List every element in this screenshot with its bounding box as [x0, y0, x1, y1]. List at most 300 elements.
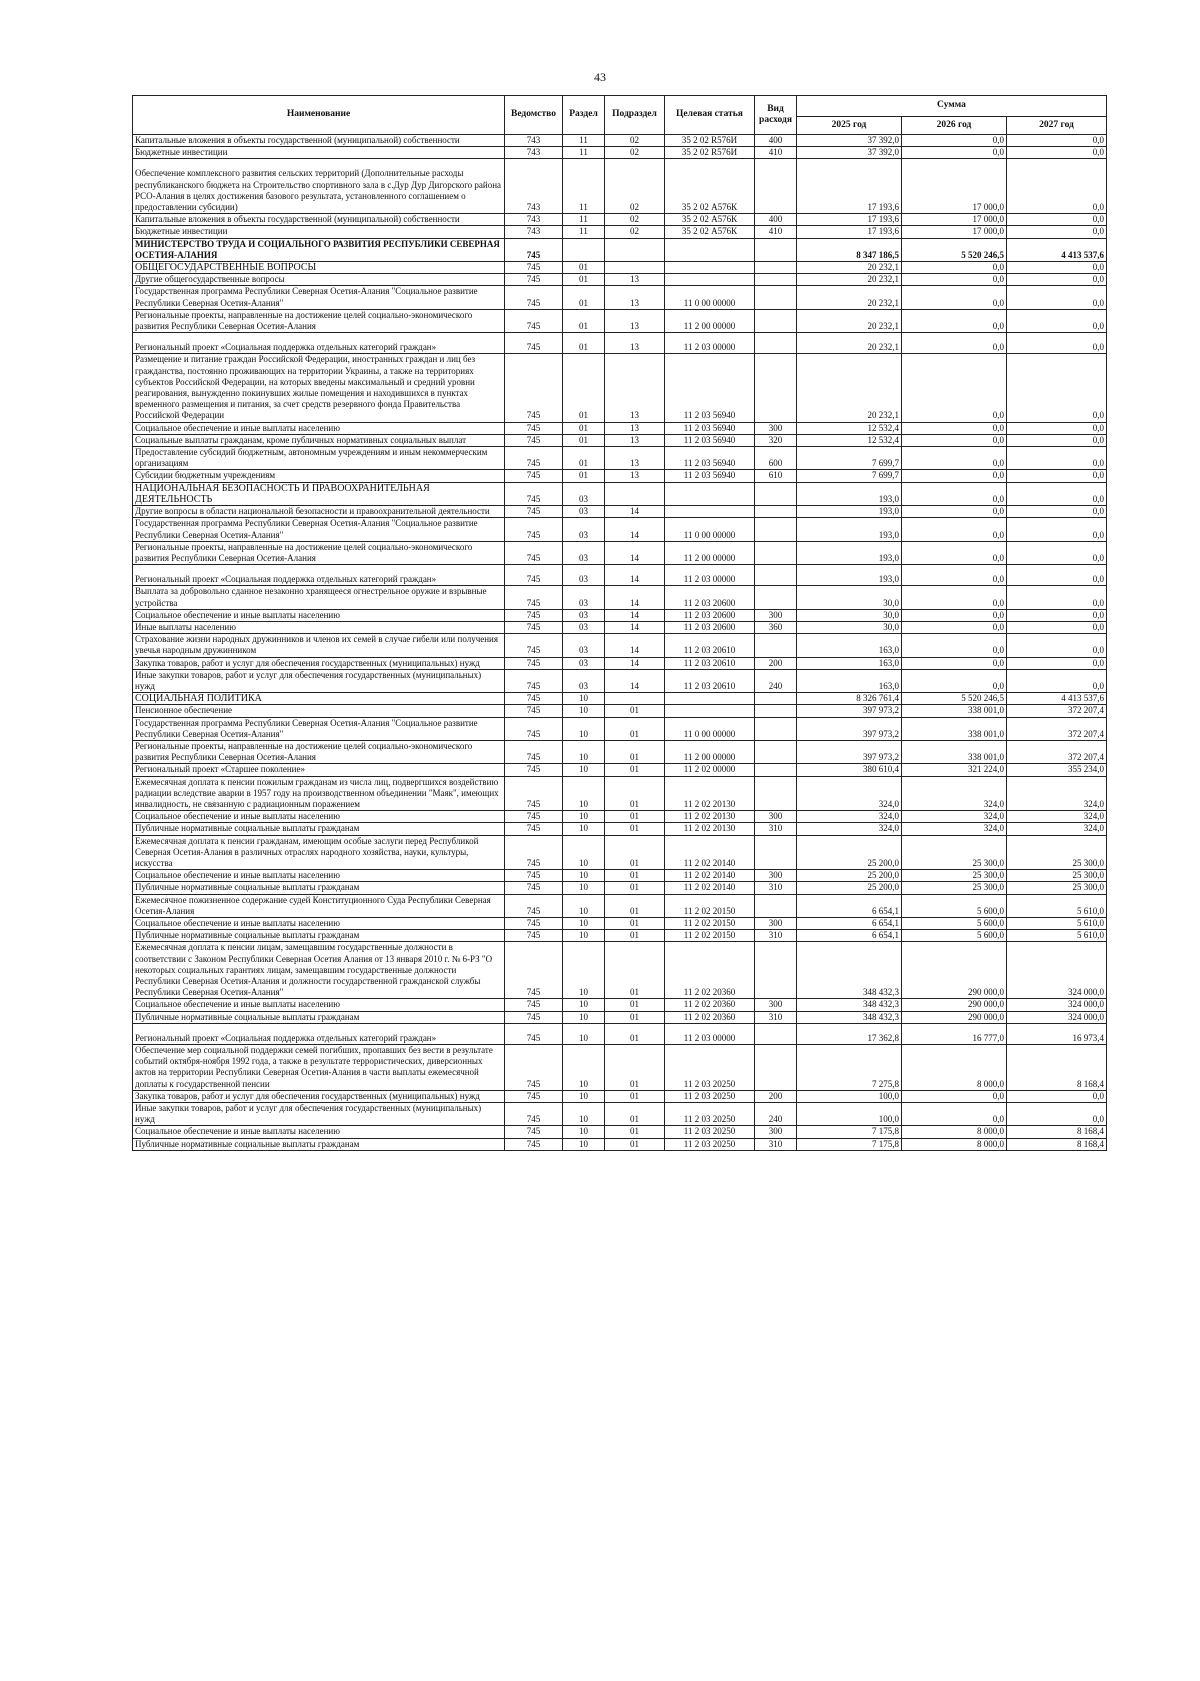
cell-podrazdel: 14: [605, 541, 665, 564]
cell-razdel: 01: [563, 354, 605, 422]
cell-vedomstvo: 745: [505, 1126, 563, 1138]
cell-podrazdel: 13: [605, 447, 665, 470]
cell-name: Закупка товаров, работ и услуг для обеспечения государственных (муниципальных) нужд: [133, 1090, 505, 1102]
cell-name: Региональный проект «Социальная поддержка отдельных категорий граждан»: [133, 333, 505, 354]
cell-razdel: 03: [563, 586, 605, 609]
cell-celevaya-statya: [665, 482, 755, 505]
table-row: [133, 669, 1107, 692]
cell-sum-2025: 163,0: [797, 657, 902, 669]
cell-vid-rashodov: [755, 274, 797, 286]
cell-razdel: 10: [563, 1090, 605, 1102]
cell-vedomstvo: 745: [505, 434, 563, 446]
cell-celevaya-statya: 11 2 00 00000: [665, 309, 755, 332]
header-summa: Сумма: [797, 96, 1107, 117]
cell-vedomstvo: 743: [505, 214, 563, 226]
header-podrazdel: Подраздел: [605, 96, 665, 135]
cell-vid-rashodov: 240: [755, 669, 797, 692]
cell-vedomstvo: 745: [505, 238, 563, 261]
cell-razdel: 03: [563, 565, 605, 586]
cell-podrazdel: 01: [605, 894, 665, 917]
cell-razdel: 01: [563, 447, 605, 470]
cell-vid-rashodov: 400: [755, 214, 797, 226]
cell-razdel: 10: [563, 740, 605, 763]
cell-vid-rashodov: [755, 1045, 797, 1091]
cell-sum-2027: 324,0: [1007, 776, 1107, 811]
cell-sum-2026: 0,0: [902, 669, 1007, 692]
cell-vid-rashodov: 310: [755, 823, 797, 835]
cell-vedomstvo: 745: [505, 422, 563, 434]
cell-sum-2025: 17 193,6: [797, 226, 902, 238]
cell-vedomstvo: 745: [505, 918, 563, 930]
cell-razdel: 01: [563, 274, 605, 286]
cell-razdel: 10: [563, 1126, 605, 1138]
cell-razdel: 10: [563, 823, 605, 835]
cell-sum-2027: 0,0: [1007, 309, 1107, 332]
cell-sum-2025: 25 200,0: [797, 882, 902, 894]
cell-vid-rashodov: [755, 159, 797, 214]
table-row: [133, 1090, 1107, 1102]
table-row: [133, 764, 1107, 776]
cell-name: Ежемесячное пожизненное содержание судей Конституционного Суда Республики Северная Осетия-Алания: [133, 894, 505, 917]
cell-vedomstvo: 745: [505, 835, 563, 870]
cell-sum-2027: 0,0: [1007, 1090, 1107, 1102]
table-row: [133, 482, 1107, 505]
cell-name: Социальное обеспечение и иные выплаты населению: [133, 609, 505, 621]
table-row: [133, 333, 1107, 354]
cell-sum-2027: 372 207,4: [1007, 740, 1107, 763]
cell-name: Обеспечение комплексного развития сельских территорий (Дополнительные расходы республиканского бюджета на Строительство спортивного зала в с.Дур Дур Дигорского района РСО-Алания в целях достижения базового результата, установленного соглашением о предоставлении субсидии): [133, 159, 505, 214]
cell-vid-rashodov: 310: [755, 1011, 797, 1023]
cell-vedomstvo: 745: [505, 776, 563, 811]
cell-razdel: 10: [563, 1103, 605, 1126]
cell-sum-2025: 8 326 761,4: [797, 693, 902, 705]
cell-name: Бюджетные инвестиции: [133, 226, 505, 238]
cell-sum-2025: 17 193,6: [797, 159, 902, 214]
cell-name: Государственная программа Республики Северная Осетия-Алания "Социальное развитие Республики Северная Осетия-Алания": [133, 717, 505, 740]
cell-sum-2025: 397 973,2: [797, 740, 902, 763]
cell-sum-2027: 0,0: [1007, 669, 1107, 692]
table-row: [133, 565, 1107, 586]
cell-razdel: 03: [563, 506, 605, 518]
cell-sum-2025: 30,0: [797, 586, 902, 609]
cell-celevaya-statya: 35 2 02 А576К: [665, 159, 755, 214]
cell-name: Субсидии бюджетным учреждениям: [133, 470, 505, 482]
cell-sum-2026: 324,0: [902, 811, 1007, 823]
cell-sum-2027: 0,0: [1007, 609, 1107, 621]
cell-sum-2026: 0,0: [902, 333, 1007, 354]
cell-sum-2025: 37 392,0: [797, 135, 902, 147]
cell-vedomstvo: 745: [505, 894, 563, 917]
table-row: [133, 693, 1107, 705]
cell-celevaya-statya: 11 0 00 00000: [665, 717, 755, 740]
cell-sum-2025: 17 193,6: [797, 214, 902, 226]
cell-celevaya-statya: 11 2 03 56940: [665, 354, 755, 422]
cell-name: Социальное обеспечение и иные выплаты населению: [133, 1126, 505, 1138]
cell-sum-2027: 25 300,0: [1007, 835, 1107, 870]
cell-sum-2027: 0,0: [1007, 286, 1107, 309]
cell-razdel: 11: [563, 226, 605, 238]
cell-sum-2025: 324,0: [797, 776, 902, 811]
cell-vid-rashodov: 410: [755, 147, 797, 159]
cell-vedomstvo: 745: [505, 506, 563, 518]
cell-podrazdel: 14: [605, 506, 665, 518]
table-row: [133, 135, 1107, 147]
cell-vedomstvo: 745: [505, 717, 563, 740]
cell-razdel: 10: [563, 693, 605, 705]
cell-sum-2027: 0,0: [1007, 565, 1107, 586]
table-row: [133, 776, 1107, 811]
cell-vedomstvo: 745: [505, 669, 563, 692]
cell-sum-2027: 0,0: [1007, 1103, 1107, 1126]
cell-vedomstvo: 745: [505, 447, 563, 470]
header-celevaya-statya: Целевая статья: [665, 96, 755, 135]
cell-sum-2025: 12 532,4: [797, 434, 902, 446]
cell-sum-2027: 5 610,0: [1007, 930, 1107, 942]
cell-name: Региональные проекты, направленные на достижение целей социально-экономического развития Республики Северная Осетия-Алания: [133, 309, 505, 332]
cell-sum-2027: 324 000,0: [1007, 942, 1107, 999]
cell-podrazdel: 02: [605, 147, 665, 159]
cell-vedomstvo: 745: [505, 621, 563, 633]
cell-sum-2025: 8 347 186,5: [797, 238, 902, 261]
cell-vid-rashodov: 310: [755, 882, 797, 894]
cell-podrazdel: 02: [605, 135, 665, 147]
cell-vedomstvo: 745: [505, 354, 563, 422]
cell-name: Закупка товаров, работ и услуг для обеспечения государственных (муниципальных) нужд: [133, 657, 505, 669]
cell-celevaya-statya: 11 2 02 20360: [665, 1011, 755, 1023]
cell-sum-2027: 25 300,0: [1007, 870, 1107, 882]
cell-razdel: 10: [563, 835, 605, 870]
cell-sum-2027: 4 413 537,6: [1007, 238, 1107, 261]
cell-podrazdel: 14: [605, 609, 665, 621]
cell-podrazdel: 01: [605, 930, 665, 942]
table-row: [133, 238, 1107, 261]
cell-name: Региональный проект «Социальная поддержка отдельных категорий граждан»: [133, 565, 505, 586]
header-razdel: Раздел: [563, 96, 605, 135]
cell-sum-2027: 0,0: [1007, 657, 1107, 669]
cell-razdel: 03: [563, 634, 605, 657]
cell-sum-2027: 16 973,4: [1007, 1023, 1107, 1044]
cell-podrazdel: 01: [605, 882, 665, 894]
cell-sum-2025: 193,0: [797, 518, 902, 541]
cell-vid-rashodov: [755, 717, 797, 740]
cell-celevaya-statya: 11 2 03 20250: [665, 1045, 755, 1091]
table-row: [133, 811, 1107, 823]
cell-sum-2025: 380 610,4: [797, 764, 902, 776]
cell-vedomstvo: 745: [505, 705, 563, 717]
cell-podrazdel: 01: [605, 918, 665, 930]
cell-sum-2027: 0,0: [1007, 506, 1107, 518]
cell-celevaya-statya: 11 2 02 20150: [665, 894, 755, 917]
cell-razdel: 01: [563, 333, 605, 354]
cell-sum-2027: 0,0: [1007, 147, 1107, 159]
cell-name: Региональный проект «Старшее поколение»: [133, 764, 505, 776]
cell-vedomstvo: 745: [505, 262, 563, 274]
cell-sum-2026: 0,0: [902, 1090, 1007, 1102]
cell-vid-rashodov: [755, 309, 797, 332]
cell-razdel: 11: [563, 147, 605, 159]
cell-vid-rashodov: [755, 894, 797, 917]
cell-vid-rashodov: 300: [755, 870, 797, 882]
cell-sum-2027: 0,0: [1007, 447, 1107, 470]
header-row-1: [133, 96, 1107, 117]
cell-sum-2026: 0,0: [902, 1103, 1007, 1126]
cell-sum-2027: 8 168,4: [1007, 1126, 1107, 1138]
table-row: [133, 942, 1107, 999]
cell-vid-rashodov: 300: [755, 811, 797, 823]
cell-sum-2025: 20 232,1: [797, 354, 902, 422]
cell-name: Бюджетные инвестиции: [133, 147, 505, 159]
cell-vedomstvo: 745: [505, 482, 563, 505]
cell-sum-2027: 5 610,0: [1007, 894, 1107, 917]
cell-razdel: 10: [563, 1023, 605, 1044]
cell-sum-2027: 0,0: [1007, 262, 1107, 274]
cell-sum-2027: 0,0: [1007, 482, 1107, 505]
cell-podrazdel: 01: [605, 1103, 665, 1126]
cell-sum-2025: 348 432,3: [797, 1011, 902, 1023]
cell-celevaya-statya: 11 2 03 20250: [665, 1126, 755, 1138]
cell-vedomstvo: 745: [505, 286, 563, 309]
cell-podrazdel: 01: [605, 764, 665, 776]
cell-podrazdel: 01: [605, 705, 665, 717]
cell-celevaya-statya: 11 2 03 20610: [665, 669, 755, 692]
cell-sum-2025: 20 232,1: [797, 309, 902, 332]
cell-sum-2025: 20 232,1: [797, 333, 902, 354]
cell-vid-rashodov: [755, 506, 797, 518]
cell-podrazdel: 13: [605, 422, 665, 434]
cell-sum-2026: 5 600,0: [902, 918, 1007, 930]
cell-vid-rashodov: [755, 764, 797, 776]
cell-vid-rashodov: [755, 634, 797, 657]
cell-sum-2026: 0,0: [902, 518, 1007, 541]
page-number: 43: [594, 70, 606, 84]
cell-sum-2027: 0,0: [1007, 434, 1107, 446]
cell-sum-2025: 7 175,8: [797, 1138, 902, 1150]
cell-sum-2027: 372 207,4: [1007, 717, 1107, 740]
cell-sum-2027: 0,0: [1007, 634, 1107, 657]
table-row: [133, 226, 1107, 238]
table-row: [133, 1011, 1107, 1023]
cell-podrazdel: 01: [605, 835, 665, 870]
cell-vedomstvo: 743: [505, 147, 563, 159]
cell-vedomstvo: 745: [505, 1103, 563, 1126]
cell-name: Публичные нормативные социальные выплаты гражданам: [133, 1138, 505, 1150]
cell-sum-2027: 25 300,0: [1007, 882, 1107, 894]
cell-razdel: 10: [563, 1138, 605, 1150]
cell-vid-rashodov: [755, 740, 797, 763]
header-year-2026: 2026 год: [902, 117, 1007, 135]
cell-razdel: 03: [563, 518, 605, 541]
cell-name: Ежемесячная доплата к пенсии пожилым гражданам из числа лиц, подвергшихся воздействию радиации вследствие аварии в 1957 году на производственном объединении "Маяк", имеющих инвалидность, не связанную с радиационным поражением: [133, 776, 505, 811]
budget-table-body: [133, 135, 1107, 1151]
table-row: [133, 1023, 1107, 1044]
cell-sum-2027: 0,0: [1007, 541, 1107, 564]
cell-razdel: 11: [563, 135, 605, 147]
cell-sum-2027: 0,0: [1007, 333, 1107, 354]
cell-vid-rashodov: 310: [755, 1138, 797, 1150]
cell-vid-rashodov: 240: [755, 1103, 797, 1126]
cell-sum-2025: 20 232,1: [797, 262, 902, 274]
cell-razdel: [563, 238, 605, 261]
cell-sum-2027: 0,0: [1007, 159, 1107, 214]
cell-vedomstvo: 743: [505, 226, 563, 238]
cell-sum-2025: 193,0: [797, 541, 902, 564]
cell-sum-2025: 348 432,3: [797, 999, 902, 1011]
cell-podrazdel: 01: [605, 717, 665, 740]
cell-sum-2025: 348 432,3: [797, 942, 902, 999]
cell-razdel: 10: [563, 942, 605, 999]
table-row: [133, 882, 1107, 894]
cell-podrazdel: 14: [605, 657, 665, 669]
cell-name: Социальные выплаты гражданам, кроме публичных нормативных социальных выплат: [133, 434, 505, 446]
cell-podrazdel: [605, 693, 665, 705]
cell-vid-rashodov: [755, 518, 797, 541]
cell-podrazdel: 14: [605, 669, 665, 692]
cell-sum-2026: 321 224,0: [902, 764, 1007, 776]
table-row: [133, 1045, 1107, 1091]
cell-razdel: 10: [563, 882, 605, 894]
table-row: [133, 870, 1107, 882]
cell-celevaya-statya: 11 2 03 20610: [665, 634, 755, 657]
cell-vedomstvo: 745: [505, 693, 563, 705]
cell-podrazdel: 01: [605, 740, 665, 763]
cell-celevaya-statya: [665, 274, 755, 286]
cell-celevaya-statya: 11 2 03 00000: [665, 1023, 755, 1044]
cell-vid-rashodov: [755, 586, 797, 609]
cell-razdel: 03: [563, 621, 605, 633]
header-vedomstvo: Ведомство: [505, 96, 563, 135]
cell-podrazdel: [605, 238, 665, 261]
cell-sum-2027: 324,0: [1007, 811, 1107, 823]
cell-razdel: 10: [563, 999, 605, 1011]
cell-sum-2026: 0,0: [902, 657, 1007, 669]
cell-name: Социальное обеспечение и иные выплаты населению: [133, 918, 505, 930]
cell-name: Социальное обеспечение и иные выплаты населению: [133, 870, 505, 882]
cell-sum-2027: 0,0: [1007, 518, 1107, 541]
cell-razdel: 11: [563, 214, 605, 226]
cell-vid-rashodov: 610: [755, 470, 797, 482]
cell-razdel: 01: [563, 309, 605, 332]
table-row: [133, 835, 1107, 870]
table-row: [133, 705, 1107, 717]
cell-vid-rashodov: [755, 286, 797, 309]
cell-sum-2026: 0,0: [902, 586, 1007, 609]
cell-name: Выплата за добровольно сданное незаконно хранящееся огнестрельное оружие и взрывные устройства: [133, 586, 505, 609]
cell-sum-2026: 324,0: [902, 776, 1007, 811]
cell-vid-rashodov: 410: [755, 226, 797, 238]
cell-sum-2026: 17 000,0: [902, 159, 1007, 214]
cell-vedomstvo: 743: [505, 159, 563, 214]
cell-sum-2027: 4 413 537,6: [1007, 693, 1107, 705]
cell-sum-2025: 37 392,0: [797, 147, 902, 159]
cell-podrazdel: 13: [605, 333, 665, 354]
table-row: [133, 274, 1107, 286]
cell-razdel: 10: [563, 705, 605, 717]
cell-vedomstvo: 745: [505, 586, 563, 609]
cell-vid-rashodov: 300: [755, 422, 797, 434]
cell-sum-2027: 8 168,4: [1007, 1138, 1107, 1150]
cell-sum-2026: 5 600,0: [902, 894, 1007, 917]
cell-celevaya-statya: 11 2 02 20140: [665, 835, 755, 870]
cell-podrazdel: 01: [605, 811, 665, 823]
cell-celevaya-statya: [665, 506, 755, 518]
cell-vedomstvo: 745: [505, 1011, 563, 1023]
cell-razdel: 01: [563, 422, 605, 434]
table-row: [133, 609, 1107, 621]
table-row: [133, 434, 1107, 446]
cell-sum-2025: 7 275,8: [797, 1045, 902, 1091]
cell-podrazdel: 01: [605, 1126, 665, 1138]
table-row: [133, 309, 1107, 332]
cell-podrazdel: 01: [605, 942, 665, 999]
cell-sum-2026: 5 520 246,5: [902, 693, 1007, 705]
cell-vid-rashodov: [755, 541, 797, 564]
cell-sum-2026: 0,0: [902, 147, 1007, 159]
cell-sum-2026: 0,0: [902, 470, 1007, 482]
cell-celevaya-statya: 11 2 02 20150: [665, 930, 755, 942]
table-row: [133, 823, 1107, 835]
cell-vedomstvo: 743: [505, 135, 563, 147]
cell-celevaya-statya: 11 2 03 20600: [665, 586, 755, 609]
cell-podrazdel: 01: [605, 1138, 665, 1150]
cell-sum-2026: 5 600,0: [902, 930, 1007, 942]
cell-sum-2026: 17 000,0: [902, 226, 1007, 238]
cell-podrazdel: 13: [605, 274, 665, 286]
cell-sum-2025: 25 200,0: [797, 870, 902, 882]
cell-sum-2026: 8 000,0: [902, 1138, 1007, 1150]
cell-vid-rashodov: 400: [755, 135, 797, 147]
cell-podrazdel: 14: [605, 634, 665, 657]
cell-vid-rashodov: 310: [755, 930, 797, 942]
cell-razdel: 03: [563, 541, 605, 564]
table-row: [133, 918, 1107, 930]
table-row: [133, 999, 1107, 1011]
cell-name: МИНИСТЕРСТВО ТРУДА И СОЦИАЛЬНОГО РАЗВИТИЯ РЕСПУБЛИКИ СЕВЕРНАЯ ОСЕТИЯ-АЛАНИЯ: [133, 238, 505, 261]
cell-podrazdel: 01: [605, 1011, 665, 1023]
cell-celevaya-statya: 11 2 03 56940: [665, 447, 755, 470]
cell-celevaya-statya: 11 2 03 56940: [665, 434, 755, 446]
cell-sum-2026: 0,0: [902, 541, 1007, 564]
cell-sum-2025: 324,0: [797, 811, 902, 823]
table-row: [133, 894, 1107, 917]
cell-name: СОЦИАЛЬНАЯ ПОЛИТИКА: [133, 693, 505, 705]
cell-vedomstvo: 745: [505, 470, 563, 482]
cell-celevaya-statya: 11 2 00 00000: [665, 740, 755, 763]
cell-vid-rashodov: [755, 333, 797, 354]
header-vid-rashodov: Вид расходя: [755, 96, 797, 135]
cell-celevaya-statya: 11 2 03 20600: [665, 621, 755, 633]
cell-vedomstvo: 745: [505, 309, 563, 332]
cell-razdel: 10: [563, 776, 605, 811]
cell-celevaya-statya: 35 2 02 R576И: [665, 135, 755, 147]
cell-sum-2025: 30,0: [797, 609, 902, 621]
cell-celevaya-statya: 11 2 02 20140: [665, 870, 755, 882]
cell-razdel: 10: [563, 764, 605, 776]
cell-celevaya-statya: 11 2 02 20150: [665, 918, 755, 930]
cell-sum-2025: 397 973,2: [797, 717, 902, 740]
cell-podrazdel: 13: [605, 470, 665, 482]
cell-sum-2025: 25 200,0: [797, 835, 902, 870]
cell-sum-2026: 8 000,0: [902, 1045, 1007, 1091]
cell-sum-2025: 12 532,4: [797, 422, 902, 434]
cell-sum-2025: 20 232,1: [797, 274, 902, 286]
cell-sum-2027: 324,0: [1007, 823, 1107, 835]
table-row: [133, 740, 1107, 763]
cell-podrazdel: 01: [605, 1045, 665, 1091]
table-row: [133, 657, 1107, 669]
cell-name: Региональный проект «Социальная поддержка отдельных категорий граждан»: [133, 1023, 505, 1044]
cell-celevaya-statya: 11 2 03 56940: [665, 422, 755, 434]
cell-name: Государственная программа Республики Северная Осетия-Алания "Социальное развитие Республики Северная Осетия-Алания": [133, 286, 505, 309]
